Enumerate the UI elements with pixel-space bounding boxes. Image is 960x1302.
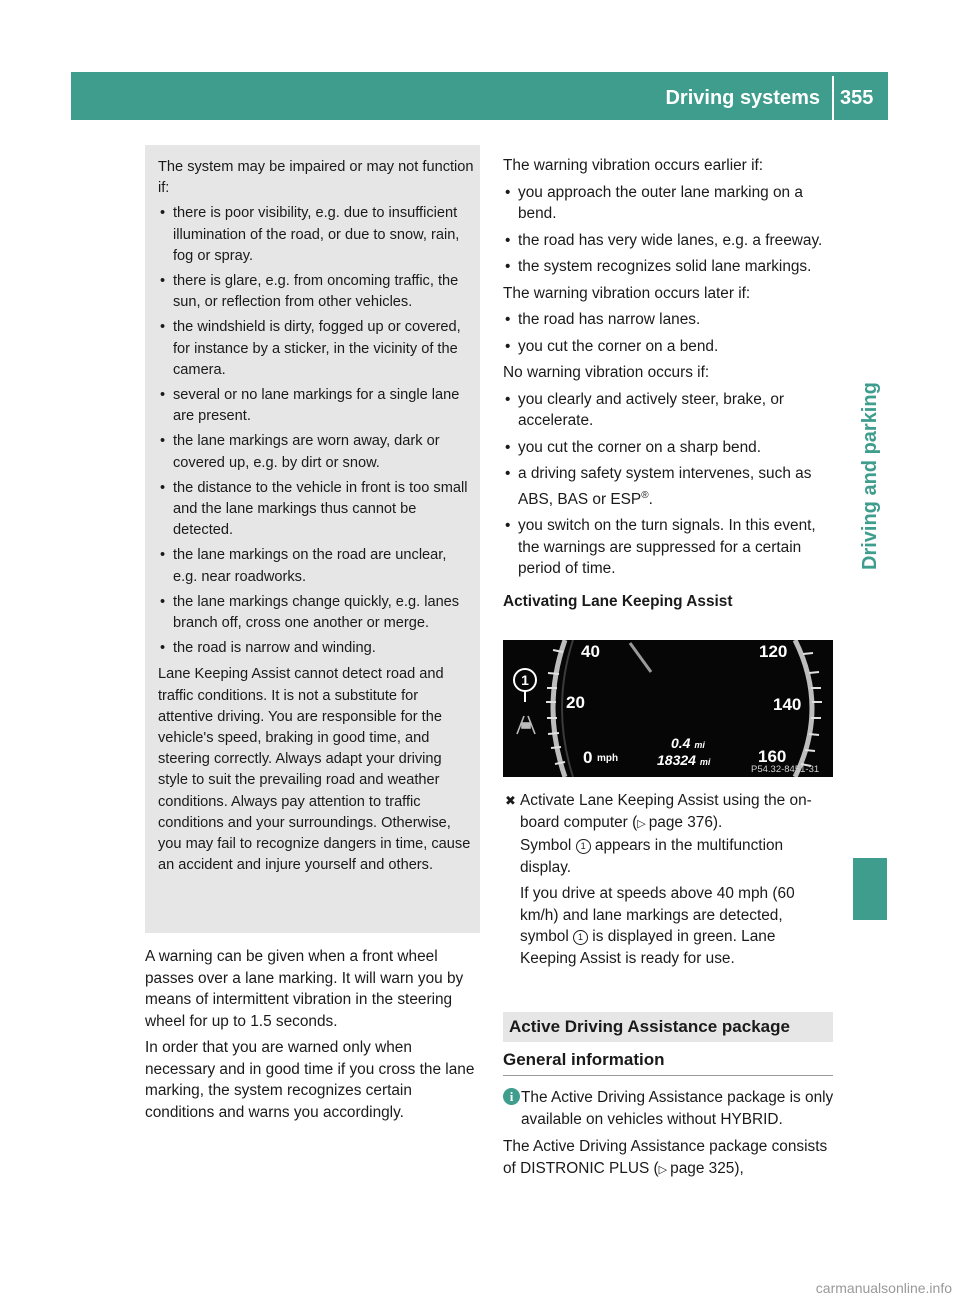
step-text-part: ). [712,813,723,831]
left-body [145,946,478,1128]
chapter-title: Driving systems [665,87,820,109]
text-part: appears in the multifunction display. [520,837,784,876]
odometer-unit: mi [699,757,711,767]
list-item: • the lane markings are worn away, dark or covered up, e.g. by dirt or snow. [158,431,474,473]
list-item: • the windshield is dirty, fogged up or covered, for instance by a sticker, in the vicinity of the camera. [158,317,474,381]
step-text-part: Activate Lane Keeping Assist using the on-board computer ( [520,792,812,831]
later-intro: The warning vibration occurs later if: [503,284,751,302]
instrument-cluster-image [503,640,833,777]
none-list [503,389,835,580]
footer-watermark: carmanualsonline.info [815,1280,952,1296]
list-item: • the lane markings on the road are unclear, e.g. near roadworks. [158,545,474,587]
step-arrow-icon: ✖ [505,793,516,808]
paragraph: In order that you are warned only when necessary and in good time if you cross the lane marking, the system recognizes certain conditions and warns you accordingly. [145,1039,475,1121]
list-item: • the system recognizes solid lane markings. [503,256,835,278]
list-item: • the road has very wide lanes, e.g. a freeway. [503,230,835,252]
registered-mark: ® [641,489,649,501]
paragraph: A warning can be given when a front wheel passes over a lane marking. It will warn you by means of intermittent vibration in the steering wheel for up to 1.5 seconds. [145,948,464,1030]
speed-label: 160 [758,747,787,766]
text-part: is displayed in green. Lane Keeping Assist is ready for use. [520,928,776,967]
text-part: ), [734,1159,744,1177]
trip-value [671,735,705,751]
odometer-number: 18324 [657,752,696,768]
page-ref-arrow-icon: ▷ [658,1163,671,1176]
box-intro: The system may be impaired or may not function if: [158,159,474,197]
list-item: • you cut the corner on a bend. [503,336,835,358]
earlier-list [503,182,835,278]
note-text: The Active Driving Assistance package is only available on vehicles without HYBRID. [521,1089,834,1128]
info-note [503,1087,838,1130]
callout-number: 1 [521,672,529,688]
list-item: • you cut the corner on a sharp bend. [503,437,835,459]
trip-number: 0.4 [671,735,691,751]
odometer-value [657,752,710,768]
symbol-callout: 1 [573,930,588,945]
condition-text [520,883,835,969]
list-item: • there is glare, e.g. from oncoming traffic, the sun, or reflection from other vehicles. [158,271,474,313]
speed-label: 20 [566,693,585,712]
speed-label: 120 [759,642,788,661]
text-part: The Active Driving Assistance package consists of DISTRONIC PLUS ( [503,1138,828,1177]
speed-label: 40 [581,642,600,661]
side-tab-marker [853,858,887,920]
none-intro: No warning vibration occurs if: [503,364,710,381]
list-item: • there is poor visibility, e.g. due to insufficient illumination of the road, or due to snow, rain, fog or spray. [158,203,474,267]
page-number: 355 [840,87,874,109]
activating-title: Activating Lane Keeping Assist [503,592,733,610]
list-item-end: . [648,490,653,508]
list-item [503,463,835,510]
list-item: • the road has narrow lanes. [503,309,835,331]
warning-box-content [158,157,474,881]
info-icon: i [503,1088,520,1105]
symbol-callout: 1 [576,839,591,854]
page-ref-arrow-icon: ▷ [637,817,649,830]
speed-label: 140 [773,695,802,714]
later-list [503,309,835,357]
subsection-rule [503,1075,833,1076]
side-tab-label: Driving and parking [859,382,881,570]
list-item-text: a driving safety system intervenes, such as ABS, BAS or ESP [518,465,812,508]
warning-text: Lane Keeping Assist cannot detect road and traffic conditions. It is not a substitute for attentive driving. You are responsible for the vehicle's speed, braking in good time, and steering correctly. Always adapt your driving style to suit the prevailing road and weather conditions. Always pay attention to traffic conditions and your surroundings. Otherwise, you may fail to recognize dangers in time, cause an accident and injure yourself and others. [158,666,471,874]
list-item: • several or no lane markings for a single lane are present. [158,385,474,427]
page-reference[interactable]: page 325 [670,1159,735,1177]
list-item: • you approach the outer lane marking on a bend. [503,182,835,225]
section-title: Active Driving Assistance package [509,1017,790,1036]
instruction-block [503,790,835,969]
list-item: • the road is narrow and winding. [158,638,474,659]
speed-label: 0 [583,748,593,767]
text-part: If you drive at speeds above 40 mph (60 km/h) and lane markings are detected, symbol [520,885,795,945]
list-item: • you switch on the turn signals. In this event, the warnings are suppressed for a certain period of time. [503,515,835,580]
list-item: • the distance to the vehicle in front is too small and the lane markings thus cannot be detected. [158,478,474,542]
subsection-title: General information [503,1050,665,1069]
earlier-intro: The warning vibration occurs earlier if: [503,157,764,174]
impairment-list [158,203,474,659]
list-item: • the lane markings change quickly, e.g. lanes branch off, cross one another or merge. [158,592,474,634]
image-code: P54.32-8451-31 [751,764,820,775]
package-text [503,1136,835,1181]
trip-unit: mi [694,740,705,750]
symbol-text [520,835,835,878]
list-item: • you clearly and actively steer, brake, or accelerate. [503,389,835,432]
speed-unit: mph [597,753,619,764]
text-part: Symbol [520,837,576,854]
step-text [520,790,835,835]
page-reference[interactable]: page 376 [648,813,713,831]
right-body [503,155,835,617]
header-divider [832,76,834,120]
instruction-step [503,790,835,969]
